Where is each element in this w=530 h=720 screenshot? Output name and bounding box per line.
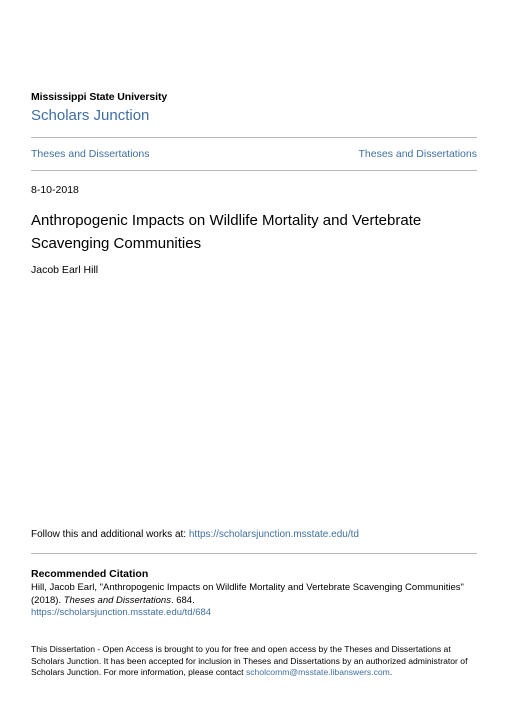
document-title: Anthropogenic Impacts on Wildlife Mortality and Vertebrate Scavenging Communities [31, 212, 422, 252]
access-note [31, 644, 483, 679]
citation-number: . 684. [170, 594, 195, 606]
divider-top [31, 137, 477, 138]
contact-email-link[interactable]: scholcomm@msstate.libanswers.com [245, 667, 390, 677]
citation-link[interactable]: https://scholarsjunction.msstate.edu/td/684 [31, 607, 212, 618]
collection-link-left[interactable]: Theses and Dissertations [31, 148, 150, 160]
publication-date: 8-10-2018 [31, 184, 79, 196]
follow-line [31, 529, 359, 540]
access-note-text: This Dissertation - Open Access is brought to you for free and open access by the Theses and Dissertations at Scholars Junction. It has been accepted for inclusion in Theses and Dissertations by an authorized administrator of Scholars Junction. For more information, please contact [31, 644, 468, 677]
citation-year: (2018). [31, 594, 64, 606]
citation-text [31, 582, 481, 620]
collection-link-right[interactable]: Theses and Dissertations [358, 148, 477, 160]
follow-link[interactable]: https://scholarsjunction.msstate.edu/td [188, 529, 359, 540]
citation-series: Theses and Dissertations [63, 594, 171, 606]
institution-name: Mississippi State University [31, 91, 168, 103]
divider-collections [31, 170, 477, 171]
repository-name[interactable]: Scholars Junction [31, 107, 150, 124]
citation-line1: Hill, Jacob Earl, "Anthropogenic Impacts on Wildlife Mortality and Vertebrate Scavenging Communities" [31, 582, 464, 593]
recommended-citation-heading: Recommended Citation [31, 568, 149, 580]
author-name: Jacob Earl Hill [31, 264, 99, 276]
follow-text: Follow this and additional works at: [31, 529, 189, 540]
divider-citation [31, 553, 477, 554]
access-note-end: . [389, 667, 393, 677]
